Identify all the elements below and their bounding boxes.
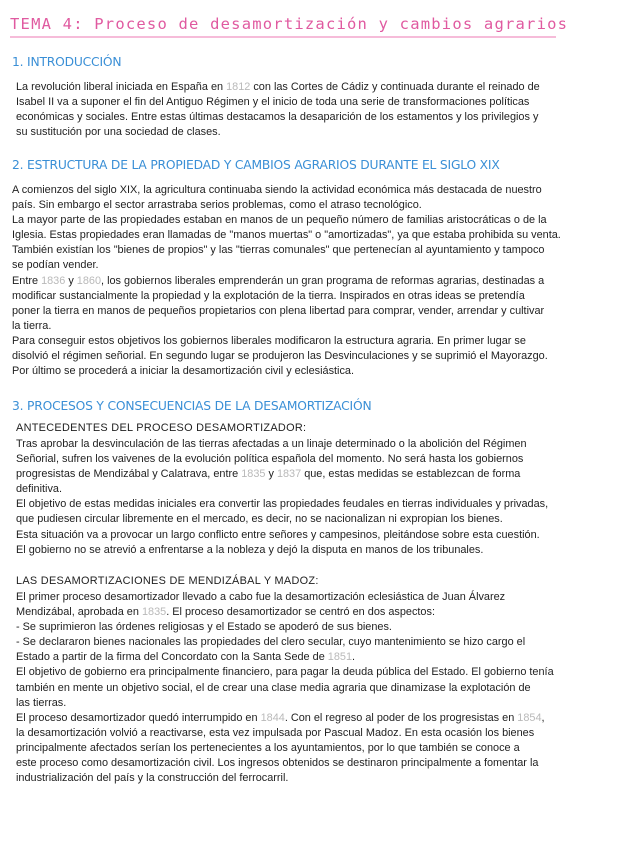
section-2-line: Entre 1836 y 1860, los gobiernos liberales emprenderán un gran programa de reformas agrarias, destinadas a [12,274,545,287]
section-2-line: A comienzos del siglo XIX, la agricultura continuaba siendo la actividad económica más destacada de nuestro [12,184,542,196]
section-3-block-2-line: también en mente un objetivo social, el de crear una clase media agraria que dinamizase la explotación de [16,681,531,694]
year-text: 1851 [327,651,353,664]
section-2-line: la tierra. [12,319,52,332]
section-2-line: poner la tierra en manos de pequeños propietarios con plena libertad para comprar, vender, arrendar y cultivar [12,304,545,317]
section-1-line: La revolución liberal iniciada en España en 1812 con las Cortes de Cádiz y continuada durante el reinado de [16,81,540,93]
section-3-block-2-line: principalmente afectados serían los pertenecientes a los ayuntamientos, por lo que también se conoce a [16,741,520,754]
year-text: 1812 [226,81,251,93]
year-text: 1835 [241,468,266,481]
year-text: 1844 [260,711,285,724]
section-3-block-1-line: que pudiesen circular libremente en el mercado, es decir, no se nacionalizan ni expropian los bienes. [16,513,503,526]
section-3-block-1 [16,437,611,558]
section-3-block-2-line: este proceso como desamortización civil. Los ingresos obtenidos se destinaron principalmente a fomentar la [16,757,539,770]
section-3-block-1-line: progresistas de Mendizábal y Calatrava, entre 1835 y 1837 que, estas medidas se establezcan de forma [16,468,521,481]
year-text: 1854 [517,711,542,724]
section-1-heading: 1. INTRODUCCIÓN [12,55,122,69]
section-2-line: país. Sin embargo el sector arrastraba serios problemas, como el atraso tecnológico. [12,199,422,212]
section-3-block-1-line: Esta situación va a provocar un largo conflicto entre señores y campesinos, pleitándose sobre esta cuestión. [16,528,540,541]
document-title: TEMA 4: Proceso de desamortización y cambios agrarios [10,15,569,33]
section-2-line: Iglesia. Estas propiedades eran llamadas de "manos muertas" o "amortizadas", ya que estaba prohibida su venta. [12,229,561,242]
section-3-block-1-line: El gobierno no se atrevió a enfrentarse a la nobleza y dejó la disputa en manos de los tribunales. [16,543,484,556]
section-3-block-2-line: El proceso desamortizador quedó interrumpido en 1844. Con el regreso al poder de los progresistas en 1854, [16,711,545,724]
section-3-block-1-line: El objetivo de estas medidas iniciales era convertir las propiedades feudales en tierras individuales y privadas, [16,498,549,511]
section-3-block-2-line: El primer proceso desamortizador llevado a cabo fue la desamortización eclesiástica de Juan Álvarez [16,591,506,603]
section-3-block-2-line: industrialización del país y la construcción del ferrocarril. [16,772,289,785]
title-underline [10,36,556,38]
section-3-block-2-line: Estado a partir de la firma del Concordato con la Santa Sede de 1851. [16,651,356,664]
title-block [10,14,569,38]
section-1-line: Isabel II va a suponer el fin del Antiguo Régimen y el inicio de toda una serie de transformaciones políticas [16,96,530,109]
section-1-line: su sustitución por una sociedad de clases. [16,126,221,139]
section-2-body [12,183,613,379]
section-3-subheading-2: LAS DESAMORTIZACIONES DE MENDIZÁBAL Y MADOZ: [16,575,319,587]
section-1-body [16,80,604,140]
section-3-block-2-line: las tierras. [16,696,67,709]
section-3-block-2-line: El objetivo de gobierno era principalmente financiero, para pagar la deuda pública del Estado. El gobierno tenía [16,666,554,679]
year-text: 1836 [41,274,66,287]
section-3-block-2-line: Mendizábal, aprobada en 1835. El proceso desamortizador se centró en dos aspectos: [16,606,435,619]
section-2-line: se podían vender. [12,259,99,272]
year-text: 1860 [76,274,102,287]
year-text: 1835 [141,606,167,619]
section-3-heading: 3. PROCESOS Y CONSECUENCIAS DE LA DESAMORTIZACIÓN [12,399,372,413]
section-2-line: También existían los "bienes de propios" y las "tierras comunales" que pertenecían al ayuntamiento y tampoco [12,244,545,257]
section-3-block-1-line: Tras aprobar la desvinculación de las tierras afectadas a un linaje determinado o la abolición del Régimen [16,438,527,450]
section-3-block-1-line: Señorial, sufren los vaivenes de la evolución política española del momento. No será hasta los gobiernos [16,453,524,466]
section-3-block-2-line: la desamortización volvió a reactivarse, esta vez impulsada por Pascual Madoz. En esta ocasión los bienes [16,726,535,739]
section-2-line: disolvió el régimen señorial. En segundo lugar se produjeron las Desvinculaciones y se suprimió el Mayorazgo. [12,350,548,363]
section-3-block-2 [16,590,611,786]
section-2-line: Por último se procederá a iniciar la desamortización civil y eclesiástica. [12,365,354,378]
section-2-line: La mayor parte de las propiedades estaban en manos de un pequeño número de familias aristocráticas o de la [12,214,547,227]
section-1-line: económicas y sociales. Entre estas últimas destacamos la desaparición de los estamentos y los privilegios y [16,111,539,124]
section-3-block-1-line: definitiva. [16,483,63,496]
section-3-block-2-line: - Se suprimieron las órdenes religiosas y el Estado se apoderó de sus bienes. [16,621,392,634]
section-2-line: Para conseguir estos objetivos los gobiernos liberales modificaron la estructura agraria. En primer lugar se [12,334,526,347]
section-2-line: modificar sustancialmente la propiedad y la explotación de la tierra. Inspirados en otras ideas se pretendía [12,289,525,302]
section-3-subheading-1: ANTECEDENTES DEL PROCESO DESAMORTIZADOR: [16,422,307,434]
section-2-heading: 2. ESTRUCTURA DE LA PROPIEDAD Y CAMBIOS AGRARIOS DURANTE EL SIGLO XIX [12,158,500,172]
year-text: 1837 [276,468,302,481]
section-3-block-2-line: - Se declararon bienes nacionales las propiedades del clero secular, cuyo mantenimiento se hizo cargo el [16,636,526,649]
